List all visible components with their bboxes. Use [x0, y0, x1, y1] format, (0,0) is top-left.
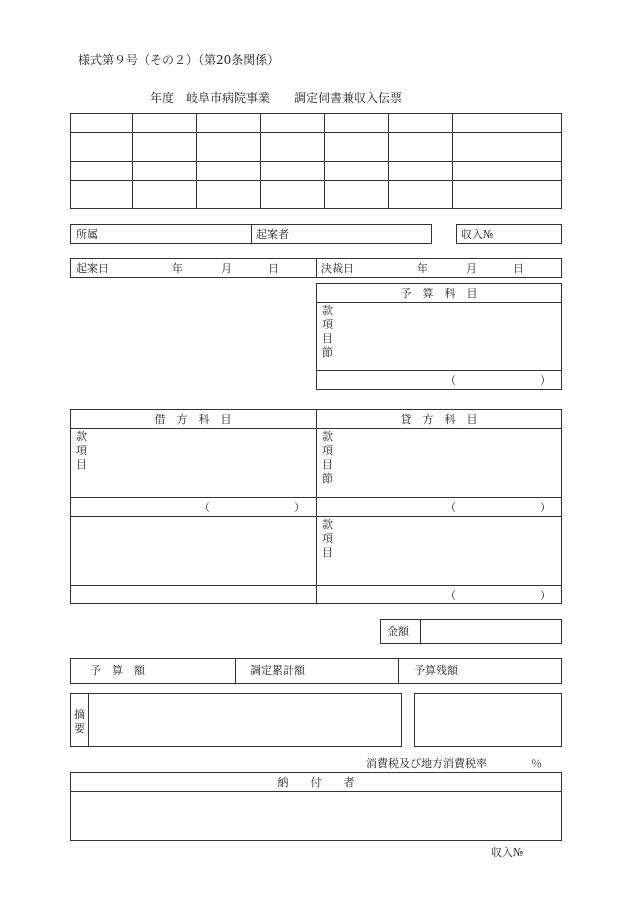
seal-box: [414, 693, 562, 747]
tax-percent: ％: [531, 757, 542, 770]
decision-day: 日: [513, 262, 524, 275]
draft-date-label: 起案日: [76, 262, 109, 275]
debit-items: 款 項 目: [76, 430, 87, 471]
affiliation-label: 所属: [76, 228, 98, 241]
debit-paren-open: （: [199, 501, 210, 514]
credit-title: 貸 方 科 目: [400, 413, 478, 426]
tax-label: 消費税及び地方消費税率: [366, 757, 487, 770]
credit-items-2: 款 項 目: [322, 518, 333, 559]
credit-paren-open-2: （: [445, 589, 456, 602]
debit-title: 借 方 科 目: [154, 413, 232, 426]
budget-subject-title: 予 算 科 目: [400, 287, 478, 300]
decision-month: 月: [466, 262, 477, 275]
credit-items: 款 項 目 節: [322, 430, 333, 485]
budget-remaining-label: 予算残額: [414, 664, 458, 677]
drafter-label: 起案者: [256, 228, 289, 241]
draft-year: 年: [172, 262, 183, 275]
form-number: 様式第９号（その２）（第20条関係）: [78, 53, 280, 67]
amount-label: 金額: [387, 625, 409, 638]
payer-title: 納 付 者: [277, 776, 355, 789]
title-year: 年度: [150, 91, 175, 105]
credit-paren-close: ）: [540, 501, 551, 514]
decision-date-label: 決裁日: [321, 262, 354, 275]
credit-paren-open: （: [445, 501, 456, 514]
assessed-total-label: 調定累計額: [250, 664, 305, 677]
budget-subject-items: 款 項 目 節: [322, 304, 333, 359]
budget-paren-open: （: [445, 374, 456, 387]
summary-label: 摘 要: [74, 708, 85, 735]
form-title: 岐阜市病院事業 調定伺書兼収入伝票: [186, 91, 403, 105]
receipt-no-label: 収入№: [461, 228, 494, 241]
decision-year: 年: [417, 262, 428, 275]
footer-receipt-no: 収入№: [491, 846, 524, 859]
budget-amount-label: 予 算 額: [90, 664, 145, 677]
summary-box: [70, 693, 402, 747]
debit-paren-close: ）: [294, 501, 305, 514]
credit-paren-close-2: ）: [540, 589, 551, 602]
budget-paren-close: ）: [540, 374, 551, 387]
draft-month: 月: [221, 262, 232, 275]
draft-day: 日: [268, 262, 279, 275]
